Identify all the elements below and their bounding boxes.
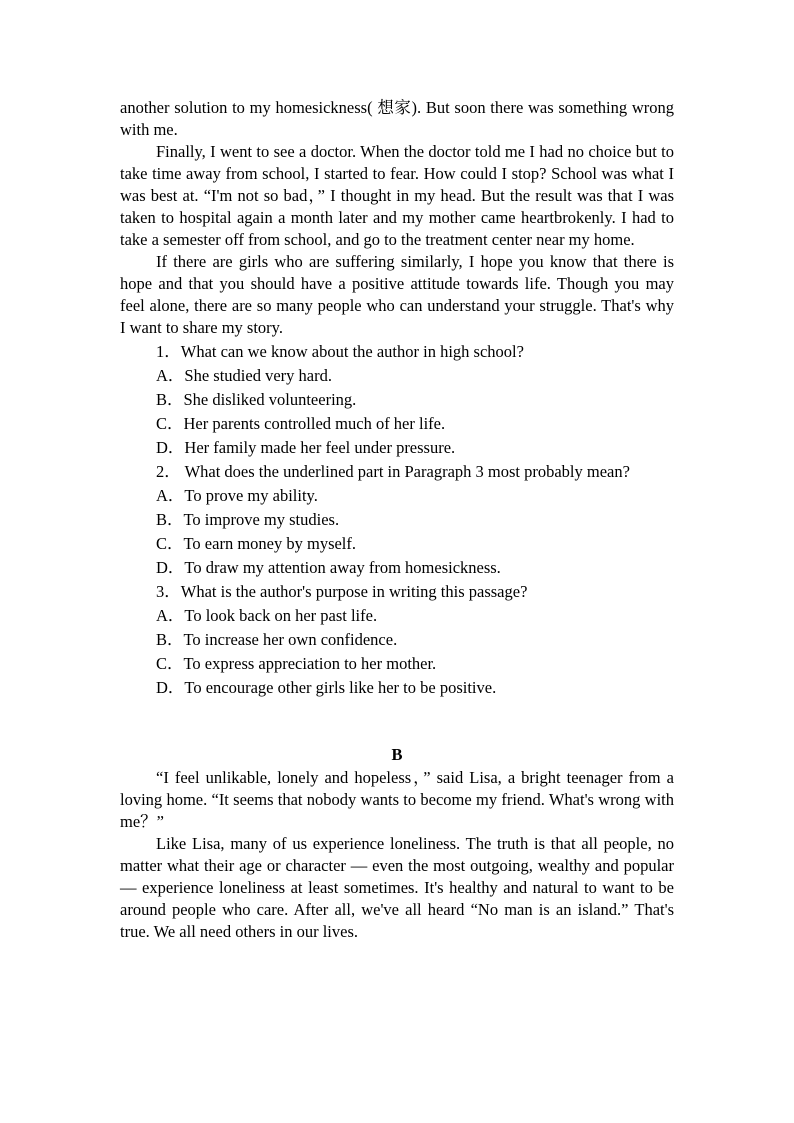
question-stem: 1．What can we know about the author in high school? <box>156 342 524 361</box>
answer-option: B．To improve my studies. <box>156 510 340 529</box>
passage-a-paragraph-1: another solution to my homesickness( 想家). But soon there was something wrong with me. <box>120 98 674 139</box>
passage-b-paragraph-1: “I feel unlikable, lonely and hopeless，” said Lisa, a bright teenager from a loving home. “It seems that nobody wants to become my friend. What's wrong with me？” <box>120 768 674 831</box>
question-stem: 2． What does the underlined part in Paragraph 3 most probably mean? <box>156 462 630 481</box>
section-b-title: B <box>391 745 403 764</box>
answer-option: C．To earn money by myself. <box>156 534 357 553</box>
answer-option: B．To increase her own confidence. <box>156 630 398 649</box>
answer-option: B．She disliked volunteering. <box>156 390 357 409</box>
passage-b-paragraph-2: Like Lisa, many of us experience loneliness. The truth is that all people, no matter what their age or character — even the most outgoing, wealthy and popular — experience loneliness at least sometimes. It's healthy and natural to want to be around people who care. After all, we've all heard “No man is an island.” That's true. We all need others in our lives. <box>120 834 674 941</box>
answer-option: A．To prove my ability. <box>156 486 318 505</box>
question-1 <box>120 341 674 459</box>
question-stem: 3．What is the author's purpose in writing this passage? <box>156 582 528 601</box>
document-page <box>120 97 674 943</box>
answer-option: A．She studied very hard. <box>156 366 332 385</box>
answer-option: D．To encourage other girls like her to be positive. <box>156 678 497 697</box>
passage-a-paragraph-3: If there are girls who are suffering similarly, I hope you know that there is hope and that you should have a positive attitude towards life. Though you may feel alone, there are so many people who can understand your struggle. That's why I want to share my story. <box>120 252 674 337</box>
passage-a-paragraph-2: Finally, I went to see a doctor. When the doctor told me I had no choice but to take time away from school, I started to fear. How could I stop? School was what I was best at. “I'm not so bad，” I thought in my head. But the result was that I was taken to hospital again a month later and my mother came heartbrokenly. I had to take a semester off from school, and go to the treatment center near my home. <box>120 142 674 249</box>
answer-option: C．To express appreciation to her mother. <box>156 654 437 673</box>
answer-option: C．Her parents controlled much of her life. <box>156 414 446 433</box>
answer-option: D．Her family made her feel under pressure. <box>156 438 456 457</box>
question-3 <box>120 581 674 699</box>
answer-option: D．To draw my attention away from homesickness. <box>156 558 501 577</box>
question-2 <box>120 461 674 579</box>
answer-option: A．To look back on her past life. <box>156 606 378 625</box>
